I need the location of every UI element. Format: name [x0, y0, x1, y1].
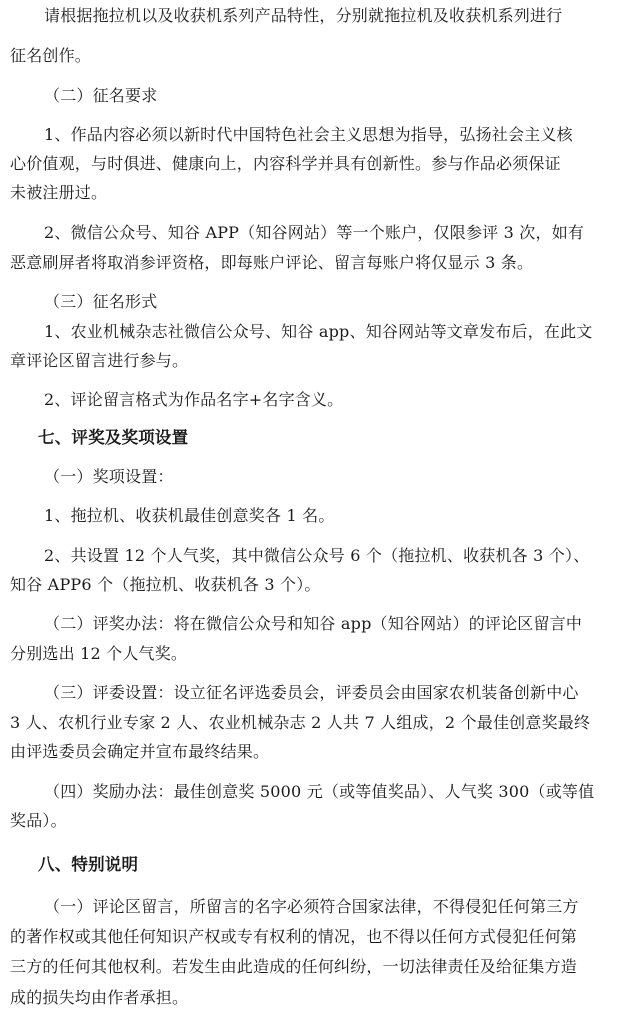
jury-line-3: 由评选委员会确定并宣布最终结果。	[10, 742, 270, 761]
para-intro-line-2: 征名创作。	[10, 46, 92, 65]
reward-line-1: （四）奖励办法：最佳创意奖 5000 元（或等值奖品）、人气奖 300（或等值	[44, 782, 595, 801]
award-2-line-2: 知谷 APP6 个（拖拉机、收获机各 3 个）。	[10, 575, 321, 594]
form-1-line-2: 章评论区留言进行参与。	[10, 351, 189, 370]
judging-method-line-1: （二）评奖办法：将在微信公众号和知谷 app（知谷网站）的评论区留言中	[44, 614, 583, 633]
subheading-award-settings: （一）奖项设置：	[44, 467, 174, 486]
subheading-form: （三）征名形式	[44, 292, 158, 311]
reward-line-2: 奖品）。	[10, 811, 67, 830]
requirement-2-line-2: 恶意刷屏者将取消参评资格，即每账户评论、留言每账户将仅显示 3 条。	[10, 253, 534, 272]
judging-method-line-2: 分别选出 12 个人气奖。	[10, 644, 188, 663]
section-heading-special-notes: 八、特别说明	[38, 855, 139, 874]
jury-line-2: 3 人、农机行业专家 2 人、农业机械杂志 2 人共 7 人组成，2 个最佳创意奖最终	[10, 713, 591, 732]
award-1-line-1: 1、拖拉机、收获机最佳创意奖各 1 名。	[44, 506, 335, 525]
award-2-line-1: 2、共设置 12 个人气奖，其中微信公众号 6 个（拖拉机、收获机各 3 个）、	[44, 546, 590, 565]
requirement-1-line-3: 未被注册过。	[10, 183, 108, 202]
section-heading-awards: 七、评奖及奖项设置	[38, 428, 189, 447]
subheading-requirements: （二）征名要求	[44, 86, 158, 105]
jury-line-1: （三）评委设置：设立征名评选委员会，评委员会由国家农机装备创新中心	[44, 683, 579, 702]
form-1-line-1: 1、农业机械杂志社微信公众号、知谷 app、知谷网站等文章发布后，在此文	[44, 322, 593, 341]
special-note-1-line-1: （一）评论区留言，所留言的名字必须符合国家法律，不得侵犯任何第三方	[44, 897, 579, 916]
para-intro-line-1: 请根据拖拉机以及收获机系列产品特性，分别就拖拉机及收获机系列进行	[44, 6, 563, 25]
special-note-1-line-4: 成的损失均由作者承担。	[10, 988, 189, 1007]
special-note-1-line-2: 的著作权或其他任何知识产权或专有权利的情况，也不得以任何方式侵犯任何第	[10, 927, 578, 946]
form-2-line-1: 2、评论留言格式为作品名字+名字含义。	[44, 390, 344, 409]
requirement-1-line-1: 1、作品内容必须以新时代中国特色社会主义思想为指导，弘扬社会主义核	[44, 125, 573, 144]
special-note-1-line-3: 三方的任何其他权利。若发生由此造成的任何纠纷，一切法律责任及给征集方造	[10, 957, 578, 976]
requirement-1-line-2: 心价值观，与时俱进、健康向上，内容科学并具有创新性。参与作品必须保证	[10, 154, 561, 173]
requirement-2-line-1: 2、微信公众号、知谷 APP（知谷网站）等一个账户，仅限参评 3 次，如有	[44, 223, 585, 242]
